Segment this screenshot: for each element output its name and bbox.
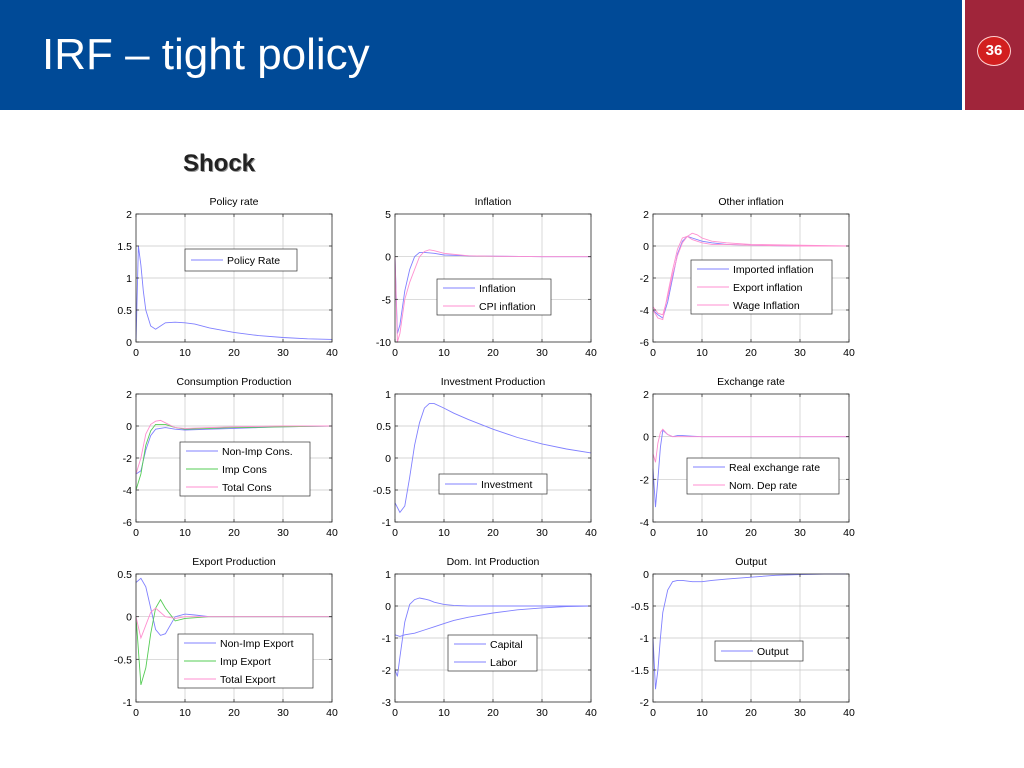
chart-legend [687,458,839,494]
y-tick-label: -5 [381,294,391,307]
chart-legend [178,634,313,688]
x-tick-label: 10 [696,527,708,539]
y-tick-label: 0 [385,251,391,264]
x-tick-label: 20 [487,707,499,719]
chart-panel [640,196,855,359]
legend-label: Total Export [220,674,276,686]
x-tick-label: 30 [277,347,289,359]
x-tick-label: 10 [696,707,708,719]
x-tick-label: 40 [585,347,597,359]
y-tick-label: -1 [381,517,391,529]
chart-legend [715,641,803,661]
legend-label: Imp Cons [222,464,267,476]
y-tick-label: 0 [385,601,391,613]
y-tick-label: -2 [381,665,391,677]
y-tick-label: 5 [385,209,391,221]
x-tick-label: 0 [650,707,656,719]
y-tick-label: 2 [643,209,649,221]
chart-title: Policy rate [209,196,259,208]
x-tick-label: 20 [745,707,757,719]
legend-label: Investment [481,479,533,491]
x-tick-label: 0 [133,347,139,359]
chart-panel [123,376,338,539]
chart-title: Investment Production [440,376,546,388]
legend-label: CPI inflation [479,301,536,313]
x-tick-label: 20 [228,707,240,719]
x-tick-label: 40 [326,347,338,359]
y-tick-label: 0 [643,241,649,253]
legend-label: Output [757,646,789,658]
y-tick-label: -2 [122,453,132,465]
chart-legend [691,260,832,314]
legend-label: Total Cons [222,482,272,494]
chart-panel [640,376,855,539]
legend-label: Inflation [479,283,516,295]
y-tick-label: -4 [639,517,649,529]
x-tick-label: 10 [438,527,450,539]
y-tick-label: -6 [639,337,649,349]
shock-label: Shock [183,150,256,177]
x-tick-label: 10 [179,527,191,539]
legend-label: Nom. Dep rate [729,480,798,492]
chart-panel [382,556,597,719]
chart-legend [439,474,547,494]
chart-title: Inflation [474,196,512,208]
x-tick-label: 0 [650,347,656,359]
y-tick-label: -0.5 [113,654,132,667]
x-tick-label: 30 [536,347,548,359]
x-tick-label: 20 [228,347,240,359]
x-tick-label: 20 [487,347,499,359]
y-tick-label: -10 [375,337,391,349]
y-tick-label: -1 [122,697,132,709]
x-tick-label: 20 [745,347,757,359]
chart-title: Export Production [192,556,276,568]
chart-title: Dom. Int Production [446,556,540,568]
legend-label: Imported inflation [733,264,814,276]
legend-label: Labor [490,657,517,669]
chart-panel [114,556,338,719]
x-tick-label: 20 [228,527,240,539]
x-tick-label: 40 [843,527,855,539]
y-tick-label: -2 [639,474,649,487]
legend-label: Non-Imp Export [220,638,294,650]
y-tick-label: -2 [639,697,649,709]
x-tick-label: 0 [133,527,139,539]
x-tick-label: 10 [179,347,191,359]
chart-legend [185,249,297,271]
chart-legend [448,635,537,671]
legend-label: Policy Rate [227,255,281,267]
chart-title: Output [735,556,767,568]
chart-panel [117,196,338,359]
legend-label: Capital [490,639,523,651]
legend-label: Export inflation [733,282,803,294]
x-tick-label: 30 [536,527,548,539]
y-tick-label: 1 [126,273,132,285]
x-tick-label: 0 [392,707,398,719]
x-tick-label: 30 [536,707,548,719]
x-tick-label: 30 [794,347,806,359]
x-tick-label: 40 [326,527,338,539]
chart-title: Exchange rate [717,376,785,388]
y-tick-label: 0 [643,431,649,444]
x-tick-label: 10 [696,347,708,359]
x-tick-label: 10 [438,707,450,719]
y-tick-label: -0.5 [372,485,391,497]
chart-panel [373,376,597,539]
y-tick-label: 0 [126,611,132,624]
x-tick-label: 30 [277,707,289,719]
y-tick-label: 1 [385,569,391,581]
legend-label: Wage Inflation [733,300,800,312]
y-tick-label: 2 [126,389,132,401]
x-tick-label: 40 [843,347,855,359]
y-tick-label: -1.5 [630,665,649,677]
chart-panel [631,556,855,719]
y-tick-label: 0.5 [117,305,132,317]
chart-title: Other inflation [718,196,784,208]
y-tick-label: -4 [122,485,132,497]
y-tick-label: 0.5 [117,569,132,581]
x-tick-label: 40 [585,707,597,719]
slide-number-badge: 36 [978,37,1010,65]
x-tick-label: 10 [438,347,450,359]
slide-title: IRF – tight policy [42,30,370,79]
y-tick-label: -0.5 [630,601,649,613]
x-tick-label: 40 [843,707,855,719]
y-tick-label: -4 [639,305,649,317]
y-tick-label: 0 [385,453,391,465]
x-tick-label: 20 [745,527,757,539]
chart-title: Consumption Production [176,376,292,388]
x-tick-label: 0 [392,347,398,359]
legend-label: Imp Export [220,656,271,668]
y-tick-label: -1 [381,633,391,645]
y-tick-label: 1.5 [117,241,132,253]
chart-legend [437,279,551,315]
y-tick-label: 2 [643,389,649,401]
y-tick-label: -1 [639,633,649,645]
x-tick-label: 20 [487,527,499,539]
legend-label: Non-Imp Cons. [222,446,293,458]
y-tick-label: 0.5 [376,421,391,433]
legend-label: Real exchange rate [729,462,821,474]
chart-panel [376,196,597,359]
x-tick-label: 10 [179,707,191,719]
x-tick-label: 30 [794,527,806,539]
y-tick-label: 0 [643,569,649,581]
x-tick-label: 0 [133,707,139,719]
y-tick-label: 0 [126,337,132,349]
y-tick-label: -3 [381,697,391,709]
x-tick-label: 0 [650,527,656,539]
y-tick-label: -2 [639,273,649,285]
chart-legend [180,442,310,496]
x-tick-label: 30 [277,527,289,539]
x-tick-label: 40 [326,707,338,719]
y-tick-label: -6 [122,517,132,529]
y-tick-label: 2 [126,209,132,221]
x-tick-label: 0 [392,527,398,539]
y-tick-label: 0 [126,421,132,433]
x-tick-label: 40 [585,527,597,539]
y-tick-label: 1 [385,389,391,401]
x-tick-label: 30 [794,707,806,719]
